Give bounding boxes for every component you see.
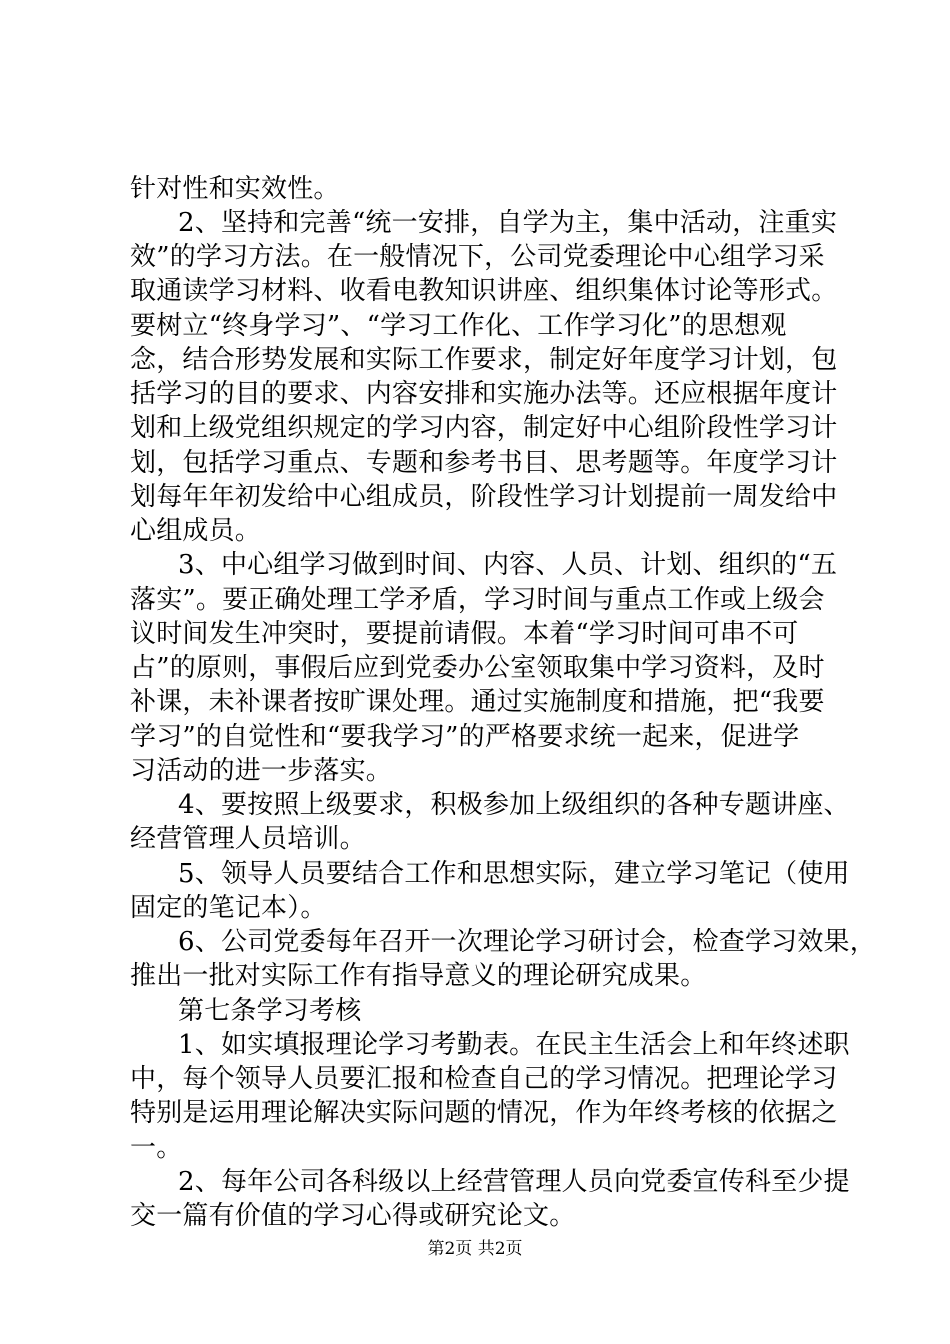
text-line: 2、每年公司各科级以上经营管理人员向党委宣传科至少提: [178, 1167, 850, 1197]
text-line: 习活动的进一步落实。: [130, 756, 393, 786]
text-line: 交一篇有价值的学习心得或研究论文。: [130, 1201, 576, 1231]
text-line: 划，包括学习重点、专题和参考书目、思考题等。年度学习计: [130, 448, 838, 478]
text-line: 针对性和实效性。: [130, 174, 340, 204]
text-line: 要树立“终身学习”、“学习工作化、工作学习化”的思想观: [130, 311, 787, 341]
text-line: 效”的学习方法。在一般情况下，公司党委理论中心组学习采: [130, 242, 825, 272]
text-line: 推出一批对实际工作有指导意义的理论研究成果。: [130, 961, 707, 991]
text-line: 1、如实填报理论学习考勤表。在民主生活会上和年终述职: [178, 1030, 850, 1060]
text-line: 落实”。要正确处理工学矛盾，学习时间与重点工作或上级会: [130, 585, 825, 615]
text-line: 议时间发生冲突时，要提前请假。本着“学习时间可串不可: [130, 619, 799, 649]
text-line: 念，结合形势发展和实际工作要求，制定好年度学习计划，包: [130, 345, 838, 375]
section-heading: 第七条学习考核: [178, 996, 362, 1026]
text-line: 取通读学习材料、收看电教知识讲座、组织集体讨论等形式。: [130, 276, 838, 306]
text-line: 特别是运用理论解决实际问题的情况，作为年终考核的依据之: [130, 1098, 838, 1128]
text-line: 3、中心组学习做到时间、内容、人员、计划、组织的“五: [178, 550, 838, 580]
text-line: 学习”的自觉性和“要我学习”的严格要求统一起来，促进学: [130, 722, 800, 752]
text-line: 划和上级党组织规定的学习内容，制定好中心组阶段性学习计: [130, 413, 838, 443]
text-line: 补课，未补课者按旷课处理。通过实施制度和措施，把“我要: [130, 687, 825, 717]
text-line: 4、要按照上级要求，积极参加上级组织的各种专题讲座、: [178, 790, 850, 820]
text-line: 心组成员。: [130, 516, 262, 546]
text-line: 划每年年初发给中心组成员，阶段性学习计划提前一周发给中: [130, 482, 838, 512]
text-line: 经营管理人员培训。: [130, 824, 366, 854]
text-line: 中，每个领导人员要汇报和检查自己的学习情况。把理论学习: [130, 1064, 838, 1094]
page-number-footer: 第2页 共2页: [427, 1239, 523, 1259]
text-line: 5、领导人员要结合工作和思想实际，建立学习笔记（使用: [178, 859, 850, 889]
text-line: 括学习的目的要求、内容安排和实施办法等。还应根据年度计: [130, 379, 838, 409]
text-line: 占”的原则，事假后应到党委办公室领取集中学习资料，及时: [130, 653, 825, 683]
text-line: 一。: [130, 1133, 183, 1163]
text-line: 2、坚持和完善“统一安排，自学为主，集中活动，注重实: [178, 208, 838, 238]
text-line: 6、公司党委每年召开一次理论学习研讨会，检查学习效果，: [178, 927, 876, 957]
text-line: 固定的笔记本）。: [130, 893, 327, 923]
